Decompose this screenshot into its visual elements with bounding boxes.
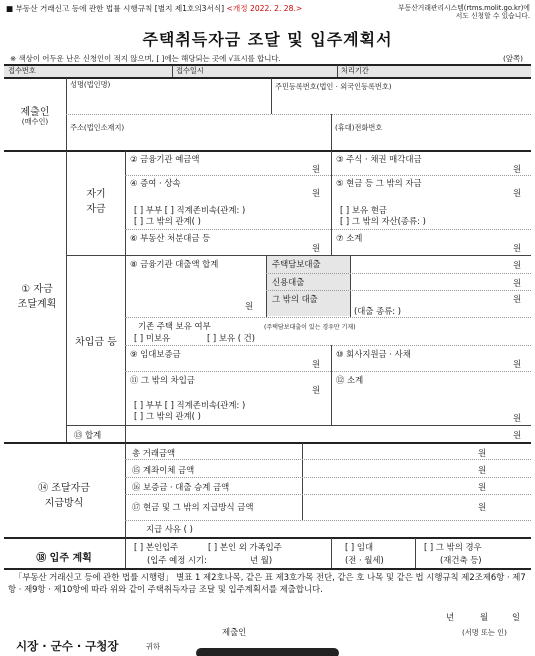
- cash-other-funds-label: ⑤ 현금 등 그 밖의 자금: [336, 178, 422, 188]
- id-number-field-label: 주민등록번호(법인 · 외국인등록번호): [275, 82, 392, 91]
- family-move-in-checkbox[interactable]: [ ] 본인 외 가족입주: [208, 542, 282, 552]
- real-estate-proceeds-unit: 원: [312, 243, 321, 253]
- receipt-datetime-label: 접수일시: [176, 66, 204, 75]
- name-field-label: 성명(법인명): [70, 80, 111, 89]
- receipt-number-label: 접수번호: [8, 66, 36, 75]
- page-side-label: (앞쪽): [502, 54, 523, 63]
- move-in-date-label: (입주 예정 시기:: [147, 555, 207, 565]
- transfer-amount-unit: 원: [478, 465, 487, 475]
- gift-inheritance-unit: 원: [312, 188, 321, 198]
- deposit-amount-unit: 원: [312, 164, 321, 174]
- existing-house-label: 기존 주택 보유 여부: [138, 321, 211, 331]
- loan-total-label: ⑧ 금융기관 대출액 합계: [130, 259, 219, 269]
- grand-total-unit: 원: [513, 430, 522, 440]
- borrow-other-relation-checkbox[interactable]: [ ] 그 밖의 관계( ): [134, 411, 201, 421]
- stock-sale-label: ③ 주식 · 채권 매각대금: [336, 154, 422, 164]
- form-law-reference: ■ 부동산 거래신고 등에 관한 법률 시행규칙 [별지 제1호의3서식]: [6, 4, 225, 13]
- loan-type-field[interactable]: (대출 종류: ): [354, 306, 402, 316]
- lease-type-note: (전 · 월세): [345, 555, 384, 565]
- online-note: [398, 4, 530, 20]
- company-support-label: ⑩ 회사지원금 · 사채: [336, 349, 411, 359]
- other-borrowing-label: ⑪ 그 밖의 차입금: [130, 375, 195, 385]
- own-funds-label-line-1: 자기: [86, 189, 106, 200]
- other-payment-unit: 원: [478, 502, 487, 512]
- other-loan-label: 그 밖의 대출: [272, 294, 318, 304]
- mortgage-loan-label: 주택담보대출: [272, 259, 321, 269]
- move-in-date-year-month[interactable]: 년 월): [250, 555, 273, 565]
- transfer-amount-label: ⑮ 계좌이체 금액: [132, 465, 195, 475]
- borrow-relation-checkboxes[interactable]: [ ] 부부 [ ] 직계존비속(관계: ): [134, 400, 246, 410]
- funding-plan-label-line-2: 조달계획: [17, 299, 57, 310]
- real-estate-proceeds-label: ⑥ 부동산 처분대금 등: [130, 233, 211, 243]
- existing-house-note: (주택담보대출이 있는 경우만 기재): [264, 324, 356, 331]
- form-header: [6, 4, 530, 20]
- recipient-suffix: 귀하: [146, 642, 160, 651]
- gift-relation-checkboxes[interactable]: [ ] 부부 [ ] 직계존비속(관계: ): [134, 205, 246, 215]
- receipt-row: [4, 65, 531, 77]
- address-field-label: 주소(법인소재지): [70, 123, 125, 132]
- online-note-line-1: 부동산거래관리시스템(rtms.molit.go.kr)에: [398, 4, 530, 12]
- cash-other-funds-unit: 원: [513, 188, 522, 198]
- credit-loan-unit: 원: [513, 278, 522, 288]
- move-in-plan-label: ⑱ 입주 계획: [36, 553, 92, 564]
- gift-inheritance-label: ④ 증여 · 상속: [130, 178, 181, 188]
- form-title: 주택취득자금 조달 및 입주계획서: [142, 30, 393, 49]
- recipient-name: 시장 · 군수 · 구청장: [16, 639, 119, 653]
- instruction-note: ※ 색상이 어두운 난은 신청인이 적지 않으며, [ ]에는 해당되는 곳에 √표시를 합니다.: [10, 54, 281, 63]
- borrowed-funds-label: 차입금 등: [75, 337, 117, 348]
- other-loan-unit: 원: [513, 294, 522, 304]
- payment-method-label-line-1: ⑭ 조달자금: [38, 483, 90, 494]
- other-assets-checkbox[interactable]: [ ] 그 밖의 자산(종류: ): [340, 216, 426, 226]
- other-case-checkbox[interactable]: [ ] 그 밖의 경우: [424, 542, 482, 552]
- borrowed-subtotal-label: ⑫ 소계: [336, 375, 364, 385]
- total-trade-amount-label: 총 거래금액: [132, 448, 176, 458]
- submitter-sub-label: (매수인): [21, 117, 49, 126]
- stock-sale-unit: 원: [513, 164, 522, 174]
- payment-method-label-line-2: 지급방식: [44, 498, 84, 509]
- online-note-line-2: 서도 신청할 수 있습니다.: [455, 12, 530, 20]
- borrowed-subtotal-unit: 원: [513, 413, 522, 423]
- other-borrowing-unit: 원: [312, 385, 321, 395]
- lease-deposit-unit: 원: [312, 359, 321, 369]
- own-funds-subtotal-label: ⑦ 소계: [336, 233, 363, 243]
- processing-period-label: 처리기간: [341, 66, 369, 75]
- loan-total-unit: 원: [245, 301, 254, 311]
- grand-total-label: ⑬ 합계: [74, 430, 102, 440]
- scroll-handle[interactable]: [196, 648, 339, 656]
- company-support-unit: 원: [513, 359, 522, 369]
- date-month-label: 월: [480, 612, 489, 622]
- own-funds-label-line-2: 자금: [86, 204, 106, 215]
- self-move-in-checkbox[interactable]: [ ] 본인입주: [134, 542, 179, 552]
- has-house-checkbox[interactable]: [ ] 보유 ( 건): [207, 333, 255, 343]
- lease-deposit-label: ⑨ 임대보증금: [130, 349, 181, 359]
- payment-reason-field[interactable]: 지급 사유 ( ): [146, 524, 193, 534]
- date-year-label: 년: [446, 612, 455, 622]
- date-day-label: 일: [512, 612, 521, 622]
- other-case-note: (재건축 등): [440, 555, 482, 565]
- phone-field-label: (휴대)전화번호: [335, 123, 383, 132]
- total-trade-amount-unit: 원: [478, 448, 487, 458]
- deposit-amount-label: ② 금융기관 예금액: [130, 154, 200, 164]
- signature-submitter-label: 제출인: [222, 627, 247, 637]
- no-house-checkbox[interactable]: [ ] 미보유: [134, 333, 171, 343]
- funding-plan-label-line-1: ① 자금: [21, 284, 53, 295]
- succession-amount-unit: 원: [478, 482, 487, 492]
- lease-checkbox[interactable]: [ ] 임대: [345, 542, 374, 552]
- mortgage-loan-unit: 원: [513, 260, 522, 270]
- credit-loan-label: 신용대출: [272, 277, 305, 287]
- other-payment-label: ⑰ 현금 및 그 밖의 지급방식 금액: [132, 502, 254, 512]
- declaration-text: 「부동산 거래신고 등에 관한 법률 시행령」 별표 1 제2호나목, 같은 표 제3호가목 전단, 같은 호 나목 및 같은 법 시행규칙 제2조제6항 · 제7항 · 제9항 · 제10항에 따라 위와 같이 주택취득자금 조달 및 입주계획서를 제출합니다.: [8, 572, 526, 594]
- gift-other-relation-checkbox[interactable]: [ ] 그 밖의 관계( ): [134, 216, 201, 226]
- submitter-label: 제출인: [20, 107, 50, 118]
- succession-amount-label: ⑯ 보증금 · 대출 승계 금액: [132, 482, 230, 492]
- own-funds-subtotal-unit: 원: [513, 243, 522, 253]
- held-cash-checkbox[interactable]: [ ] 보유 현금: [340, 205, 387, 215]
- signature-note[interactable]: (서명 또는 인): [462, 628, 507, 637]
- revision-date: <개정 2022. 2. 28.>: [226, 4, 303, 13]
